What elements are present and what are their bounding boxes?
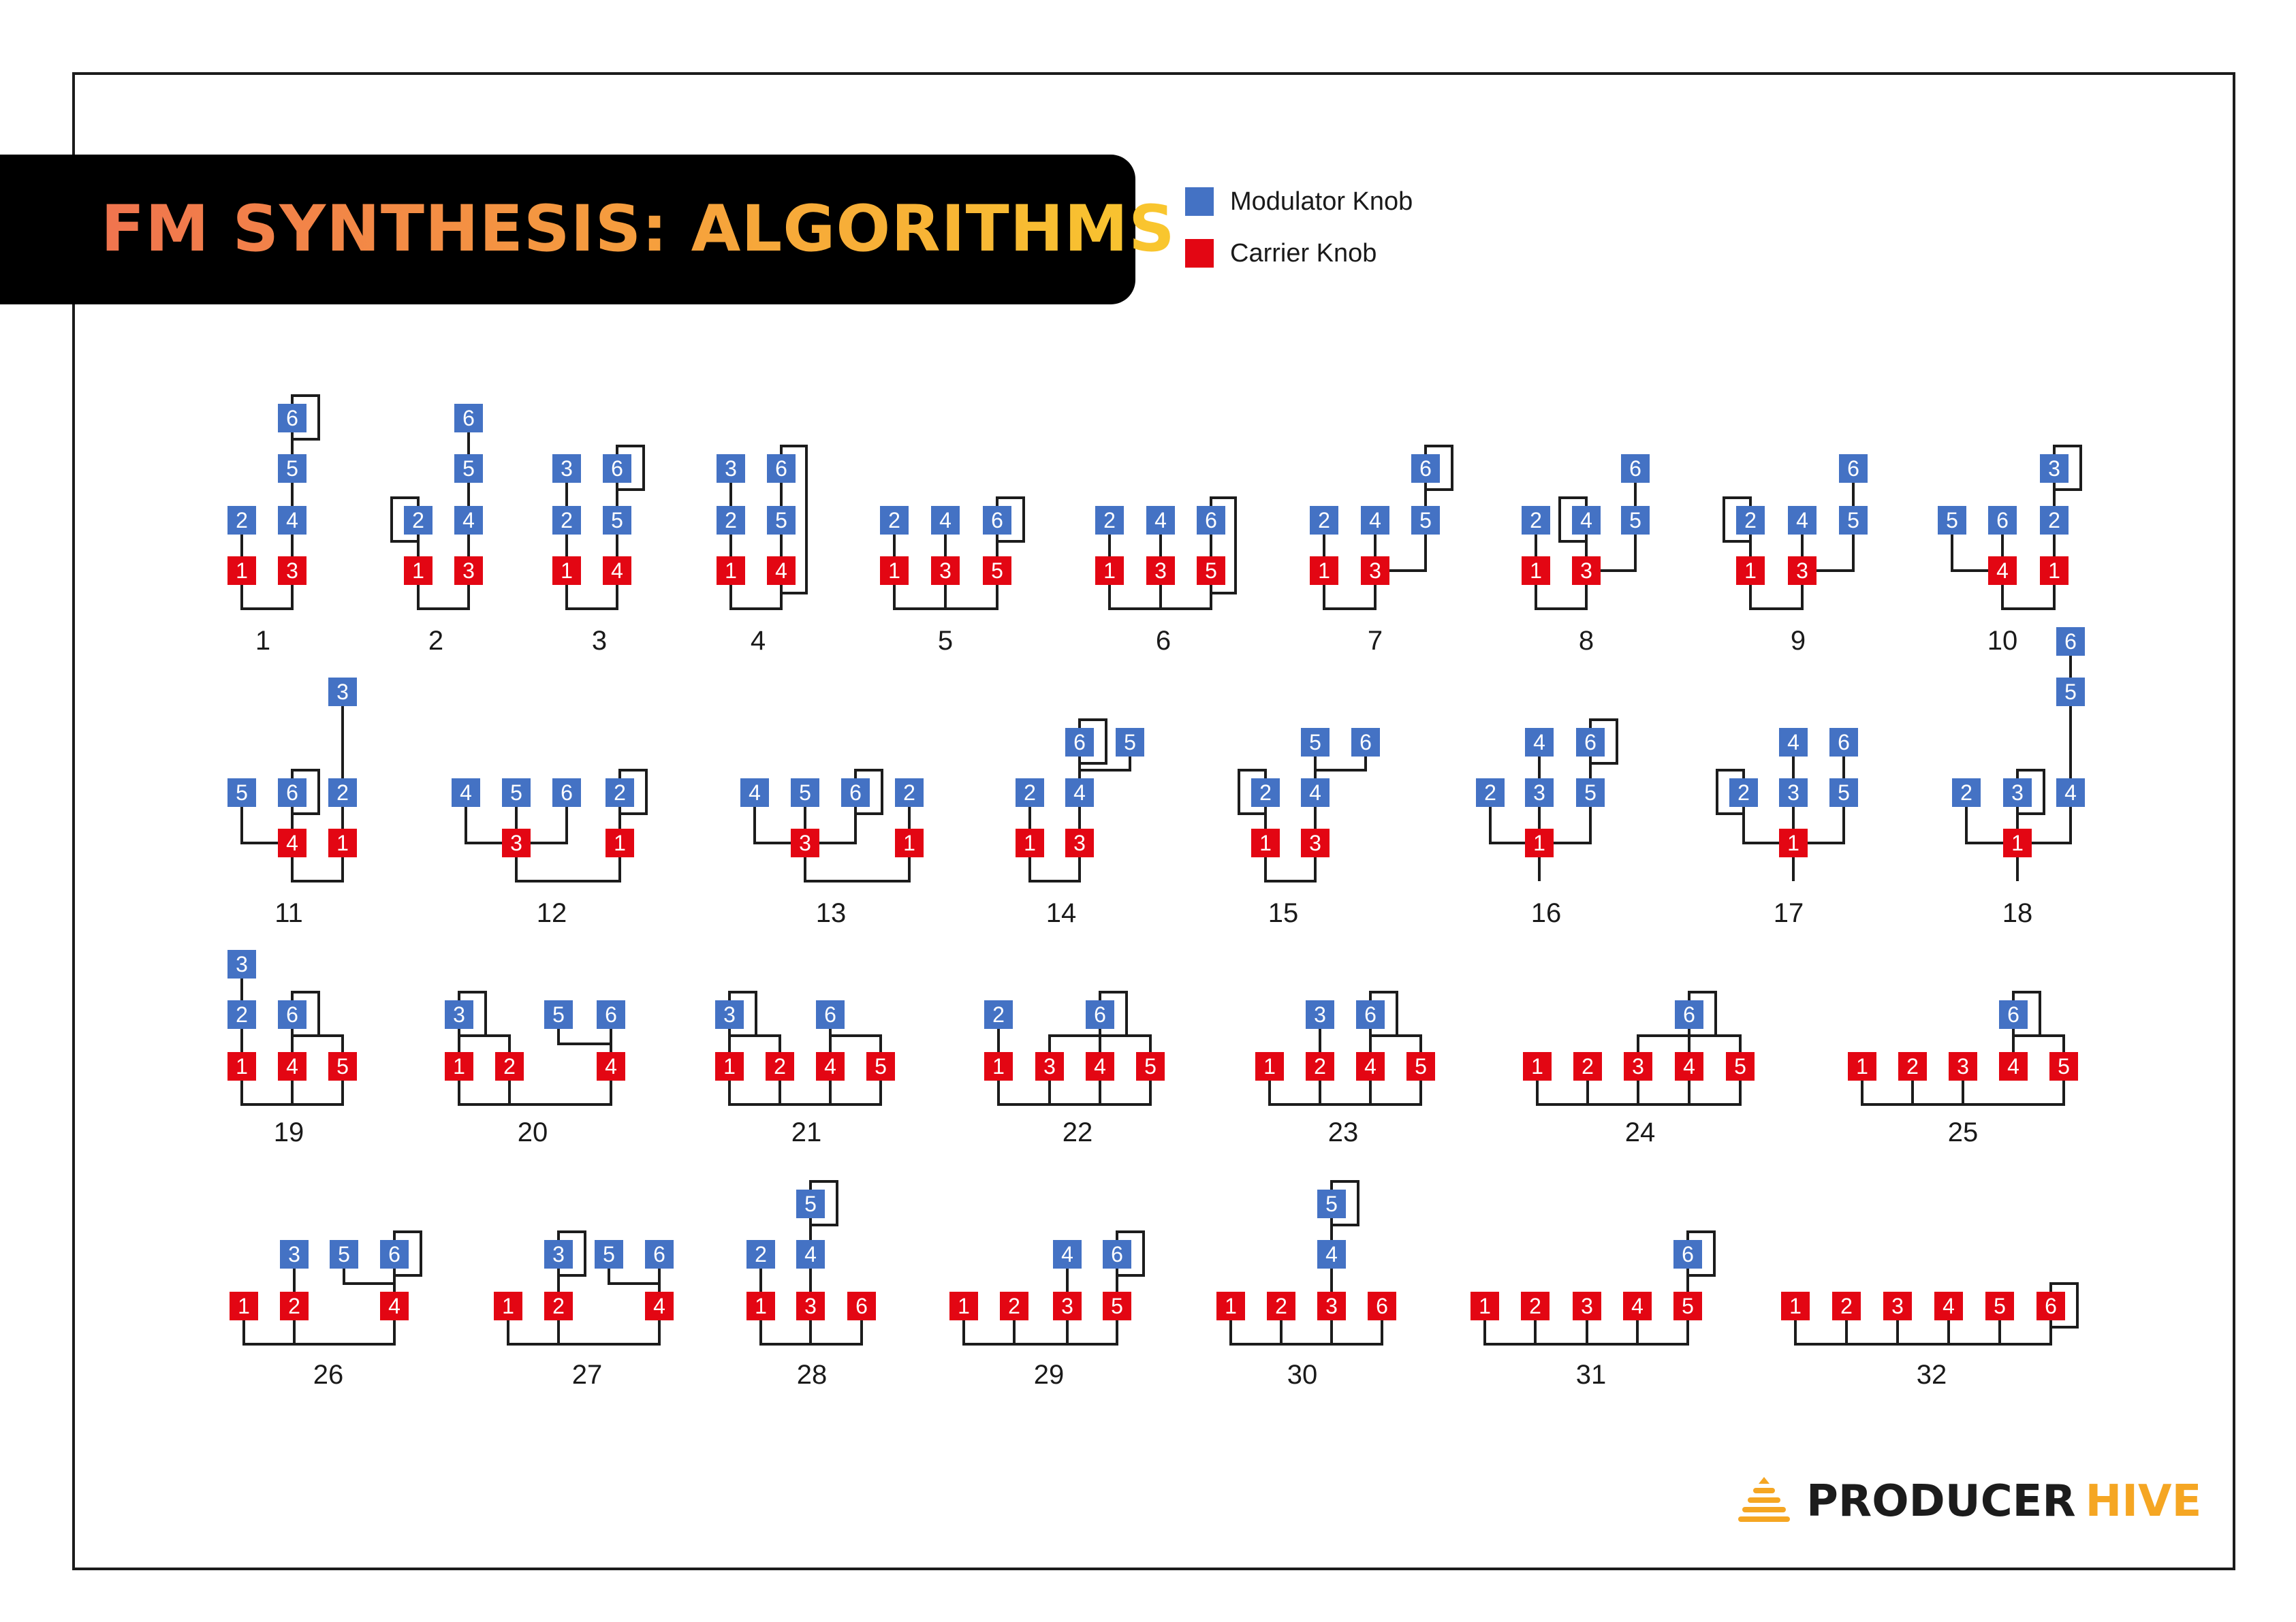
brand-name-primary: PRODUCER: [1806, 1476, 2076, 1527]
operator-number: 4: [388, 1294, 400, 1318]
operator-number: 1: [614, 831, 626, 855]
operator-number: 5: [1144, 1054, 1157, 1079]
operator-number: 3: [462, 558, 475, 583]
operator-number: 2: [1103, 508, 1116, 532]
operator-number: 6: [388, 1242, 400, 1267]
algorithm-9: [1724, 454, 1868, 656]
operator-number: 1: [1530, 558, 1542, 583]
operator-number: 6: [286, 780, 298, 805]
operator-number: 3: [1369, 558, 1381, 583]
connection-line: [998, 1066, 1150, 1104]
algorithm-13: [740, 770, 924, 928]
operator-number: 1: [236, 1054, 248, 1079]
connection-line: [508, 1306, 659, 1344]
operator-number: 4: [775, 558, 787, 583]
algorithm-number: 17: [1773, 898, 1804, 928]
operator-number: 2: [412, 508, 424, 532]
algorithm-8: [1522, 454, 1650, 656]
operator-number: 5: [552, 1002, 565, 1027]
operator-number: 6: [1629, 456, 1641, 481]
operator-number: 3: [1154, 558, 1167, 583]
operator-number: 5: [1111, 1294, 1123, 1318]
algorithm-number: 5: [937, 626, 954, 656]
operator-number: 6: [605, 1002, 617, 1027]
operator-number: 2: [755, 1242, 767, 1267]
operator-number: 5: [236, 780, 248, 805]
operator-number: 3: [1061, 1294, 1073, 1318]
operator-number: 2: [992, 1002, 1005, 1027]
algorithm-5: [880, 498, 1024, 656]
operator-number: 6: [775, 456, 787, 481]
operator-number: 6: [462, 406, 475, 430]
operator-number: 2: [1529, 1294, 1541, 1318]
operator-number: 2: [503, 1054, 516, 1079]
algorithm-21: [715, 992, 895, 1147]
operator-number: 6: [1364, 1002, 1377, 1027]
algorithm-number: 2: [428, 626, 444, 656]
operator-number: 5: [1584, 780, 1597, 805]
algorithm-number: 30: [1287, 1360, 1318, 1390]
operator-number: 1: [755, 1294, 767, 1318]
operator-number: 1: [992, 1054, 1005, 1079]
operator-number: 5: [286, 456, 298, 481]
algorithm-4: [717, 446, 806, 656]
operator-number: 1: [725, 558, 737, 583]
algorithm-31: [1471, 1232, 1714, 1390]
operator-number: 1: [336, 831, 349, 855]
operator-number: 5: [336, 1054, 349, 1079]
algorithm-28: [746, 1181, 876, 1390]
operator-number: 1: [903, 831, 915, 855]
operator-number: 4: [2007, 1054, 2019, 1079]
operator-number: 6: [653, 1242, 665, 1267]
operator-number: 4: [1683, 1054, 1695, 1079]
operator-number: 3: [1581, 1294, 1593, 1318]
algorithm-1: [227, 396, 319, 656]
operator-number: 6: [1376, 1294, 1388, 1318]
operator-number: 5: [804, 1192, 817, 1216]
operator-number: 6: [849, 780, 862, 805]
operator-number: 5: [1838, 780, 1850, 805]
operator-number: 5: [338, 1242, 350, 1267]
algorithm-number: 7: [1367, 626, 1383, 656]
connection-line: [1231, 1306, 1382, 1344]
operator-number: 3: [552, 1242, 565, 1267]
operator-number: 2: [1530, 508, 1542, 532]
operator-number: 3: [236, 952, 248, 976]
operator-number: 1: [2011, 831, 2024, 855]
operator-number: 6: [1683, 1002, 1695, 1027]
algorithm-number: 4: [750, 626, 766, 656]
operator-number: 6: [1584, 730, 1597, 754]
operator-number: 6: [1205, 508, 1217, 532]
operator-number: 2: [903, 780, 915, 805]
operator-number: 1: [1479, 1294, 1491, 1318]
operator-number: 6: [611, 456, 623, 481]
operator-number: 1: [1531, 1054, 1543, 1079]
algorithm-30: [1216, 1181, 1396, 1390]
operator-number: 2: [888, 508, 900, 532]
operator-number: 1: [2048, 558, 2060, 583]
operator-number: 6: [1094, 1002, 1106, 1027]
operator-number: 6: [1419, 456, 1432, 481]
operator-number: 5: [1205, 558, 1217, 583]
connection-line: [729, 1066, 881, 1104]
operator-number: 2: [614, 780, 626, 805]
operator-number: 2: [1275, 1294, 1287, 1318]
operator-number: 3: [1073, 831, 1086, 855]
algorithm-6: [1095, 498, 1236, 656]
algorithm-number: 8: [1578, 626, 1594, 656]
operator-number: 3: [1580, 558, 1592, 583]
operator-number: 3: [939, 558, 952, 583]
operator-number: 5: [611, 508, 623, 532]
algorithm-number: 24: [1624, 1117, 1656, 1147]
operator-number: 2: [336, 780, 349, 805]
operator-number: 2: [774, 1054, 786, 1079]
connection-line: [964, 1306, 1117, 1344]
algorithm-2: [392, 404, 483, 656]
operator-number: 3: [1787, 780, 1799, 805]
operator-number: 4: [749, 780, 761, 805]
operator-number: 3: [1891, 1294, 1904, 1318]
operator-number: 5: [1309, 730, 1321, 754]
operator-number: 2: [725, 508, 737, 532]
algorithm-11: [227, 678, 357, 928]
operator-number: 1: [453, 1054, 465, 1079]
algorithm-number: 31: [1575, 1360, 1607, 1390]
algorithm-number: 14: [1045, 898, 1077, 928]
operator-number: 2: [1024, 780, 1036, 805]
operator-number: 6: [991, 508, 1003, 532]
operator-number: 1: [502, 1294, 514, 1318]
operator-number: 3: [288, 1242, 300, 1267]
algorithm-14: [1016, 720, 1144, 928]
algorithm-23: [1255, 992, 1435, 1147]
operator-number: 1: [888, 558, 900, 583]
operator-number: 5: [875, 1054, 887, 1079]
operator-number: 6: [1682, 1242, 1694, 1267]
algorithm-number: 21: [791, 1117, 822, 1147]
operator-number: 2: [1008, 1294, 1020, 1318]
operator-number: 4: [1364, 1054, 1377, 1079]
operator-number: 1: [1024, 831, 1036, 855]
operator-number: 6: [286, 1002, 298, 1027]
operator-number: 6: [2064, 629, 2077, 654]
algorithm-27: [494, 1232, 674, 1390]
brand-name-accent: HIVE: [2085, 1476, 2202, 1527]
algorithm-29: [949, 1232, 1144, 1390]
operator-number: 3: [723, 1002, 736, 1027]
operator-number: 2: [552, 1294, 565, 1318]
operator-number: 2: [236, 1002, 248, 1027]
operator-number: 1: [1787, 831, 1799, 855]
algorithm-number: 27: [571, 1360, 603, 1390]
algorithm-18: [1952, 627, 2085, 928]
legend-modulator-label: Modulator Knob: [1230, 187, 1413, 216]
algorithm-number: 1: [255, 626, 271, 656]
operator-number: 3: [725, 456, 737, 481]
operator-number: 6: [855, 1294, 868, 1318]
operator-number: 6: [1838, 730, 1850, 754]
page-title: FM SYNTHESIS: ALGORITHMS: [101, 155, 1176, 304]
operator-number: 4: [1061, 1242, 1073, 1267]
operator-number: 4: [939, 508, 952, 532]
operator-number: 4: [460, 780, 472, 805]
operator-number: 5: [2058, 1054, 2070, 1079]
connection-line: [244, 1306, 394, 1344]
algorithm-19: [227, 950, 357, 1147]
operator-number: 5: [1325, 1192, 1338, 1216]
algorithm-26: [230, 1232, 421, 1390]
operator-number: 6: [286, 406, 298, 430]
operator-number: 5: [1629, 508, 1641, 532]
operator-number: 1: [238, 1294, 250, 1318]
operator-number: 1: [1789, 1294, 1802, 1318]
operator-number: 5: [1734, 1054, 1746, 1079]
operator-number: 2: [1314, 1054, 1326, 1079]
operator-number: 4: [605, 1054, 617, 1079]
operator-number: 4: [1943, 1294, 1955, 1318]
algorithm-number: 11: [274, 898, 303, 928]
algorithm-number: 16: [1530, 898, 1562, 928]
operator-number: 6: [1111, 1242, 1123, 1267]
operator-number: 3: [799, 831, 811, 855]
operator-number: 4: [1533, 730, 1545, 754]
operator-number: 6: [1847, 456, 1859, 481]
algorithm-number: 10: [1987, 626, 2018, 656]
connection-line: [459, 1066, 611, 1104]
operator-number: 5: [603, 1242, 615, 1267]
algorithm-32: [1781, 1284, 2077, 1390]
operator-number: 3: [2011, 780, 2024, 805]
operator-number: 4: [1325, 1242, 1338, 1267]
operator-number: 1: [236, 558, 248, 583]
operator-number: 3: [336, 680, 349, 704]
operator-number: 4: [611, 558, 623, 583]
operator-number: 6: [2007, 1002, 2019, 1027]
operator-number: 2: [236, 508, 248, 532]
operator-number: 4: [1073, 780, 1086, 805]
operator-number: 2: [1906, 1054, 1919, 1079]
operator-number: 5: [1847, 508, 1859, 532]
operator-number: 2: [1840, 1294, 1853, 1318]
operator-number: 4: [1787, 730, 1799, 754]
operator-number: 4: [1631, 1294, 1644, 1318]
operator-number: 4: [824, 1054, 836, 1079]
operator-number: 1: [1856, 1054, 1868, 1079]
operator-number: 5: [1946, 508, 1958, 532]
operator-number: 6: [824, 1002, 836, 1027]
connection-line: [516, 843, 620, 881]
operator-number: 4: [1309, 780, 1321, 805]
operator-number: 2: [1318, 508, 1330, 532]
operator-number: 5: [799, 780, 811, 805]
connection-line: [805, 843, 909, 881]
algorithm-number: 12: [536, 898, 567, 928]
operator-number: 5: [991, 558, 1003, 583]
operator-number: 2: [1582, 1054, 1594, 1079]
operator-number: 2: [288, 1294, 300, 1318]
operator-number: 1: [561, 558, 573, 583]
operator-number: 4: [462, 508, 475, 532]
algorithm-number: 23: [1327, 1117, 1359, 1147]
operator-number: 6: [1996, 508, 2009, 532]
operator-number: 3: [510, 831, 522, 855]
operator-number: 5: [2064, 680, 2077, 704]
operator-number: 2: [561, 508, 573, 532]
algorithm-number: 20: [517, 1117, 548, 1147]
operator-number: 1: [1533, 831, 1545, 855]
operator-number: 2: [1960, 780, 1972, 805]
operator-number: 2: [2048, 508, 2060, 532]
operator-number: 1: [958, 1294, 970, 1318]
operator-number: 5: [1994, 1294, 2006, 1318]
operator-number: 6: [2045, 1294, 2057, 1318]
operator-number: 4: [286, 831, 298, 855]
algorithm-7: [1310, 446, 1452, 656]
operator-number: 3: [1314, 1002, 1326, 1027]
operator-number: 6: [561, 780, 573, 805]
algorithm-15: [1239, 728, 1380, 928]
operator-number: 4: [804, 1242, 817, 1267]
algorithm-22: [984, 992, 1165, 1147]
algorithm-20: [445, 992, 625, 1147]
algorithm-25: [1848, 992, 2078, 1147]
algorithm-number: 18: [2002, 898, 2033, 928]
operator-number: 3: [1533, 780, 1545, 805]
operator-number: 3: [1632, 1054, 1644, 1079]
operator-number: 1: [1744, 558, 1757, 583]
operator-number: 5: [1419, 508, 1432, 532]
operator-number: 3: [1043, 1054, 1056, 1079]
algorithm-10: [1938, 446, 2081, 656]
operator-number: 1: [723, 1054, 736, 1079]
operator-number: 5: [1682, 1294, 1694, 1318]
algorithm-12: [452, 770, 646, 928]
operator-number: 1: [412, 558, 424, 583]
algorithm-number: 26: [313, 1360, 344, 1390]
legend-carrier-label: Carrier Knob: [1230, 238, 1377, 268]
algorithm-number: 19: [273, 1117, 304, 1147]
algorithm-number: 9: [1790, 626, 1806, 656]
algorithm-24: [1523, 992, 1755, 1147]
algorithm-number: 22: [1062, 1117, 1093, 1147]
operator-number: 6: [1073, 730, 1086, 754]
connection-line: [1270, 1066, 1421, 1104]
operator-number: 3: [1309, 831, 1321, 855]
operator-number: 3: [453, 1002, 465, 1027]
operator-number: 2: [1259, 780, 1272, 805]
beehive-icon: [1737, 1474, 1791, 1529]
algorithm-number: 32: [1916, 1360, 1947, 1390]
operator-number: 4: [1580, 508, 1592, 532]
operator-number: 2: [1744, 508, 1757, 532]
operator-number: 1: [1225, 1294, 1237, 1318]
brand-logo: [1737, 1471, 2201, 1532]
operator-number: 1: [1259, 831, 1272, 855]
operator-number: 5: [510, 780, 522, 805]
operator-number: 4: [653, 1294, 665, 1318]
operator-number: 5: [1124, 730, 1136, 754]
operator-number: 3: [561, 456, 573, 481]
algorithm-16: [1476, 720, 1617, 928]
operator-number: 6: [1359, 730, 1372, 754]
operator-number: 4: [286, 508, 298, 532]
operator-number: 5: [775, 508, 787, 532]
operator-number: 4: [1154, 508, 1167, 532]
algorithm-number: 25: [1947, 1117, 1979, 1147]
algorithm-number: 6: [1155, 626, 1171, 656]
operator-number: 3: [2048, 456, 2060, 481]
operator-number: 3: [804, 1294, 817, 1318]
operator-number: 3: [1325, 1294, 1338, 1318]
operator-number: 3: [1957, 1054, 1969, 1079]
operator-number: 3: [1796, 558, 1808, 583]
operator-number: 2: [1737, 780, 1750, 805]
algorithm-number: 3: [591, 626, 608, 656]
algorithm-17: [1717, 728, 1858, 928]
operator-number: 1: [1103, 558, 1116, 583]
algorithm-3: [552, 446, 644, 656]
operator-number: 1: [1318, 558, 1330, 583]
operator-number: 3: [286, 558, 298, 583]
operator-number: 4: [1996, 558, 2009, 583]
operator-number: 4: [1094, 1054, 1106, 1079]
algorithm-number: 15: [1268, 898, 1299, 928]
operator-number: 1: [1263, 1054, 1276, 1079]
algorithm-number: 13: [815, 898, 847, 928]
operator-number: 4: [2064, 780, 2077, 805]
algorithm-number: 28: [796, 1360, 828, 1390]
operator-number: 4: [286, 1054, 298, 1079]
operator-number: 4: [1796, 508, 1808, 532]
operator-number: 5: [462, 456, 475, 481]
operator-number: 2: [1484, 780, 1496, 805]
operator-number: 4: [1369, 508, 1381, 532]
algorithm-number: 29: [1033, 1360, 1065, 1390]
operator-number: 5: [1415, 1054, 1427, 1079]
